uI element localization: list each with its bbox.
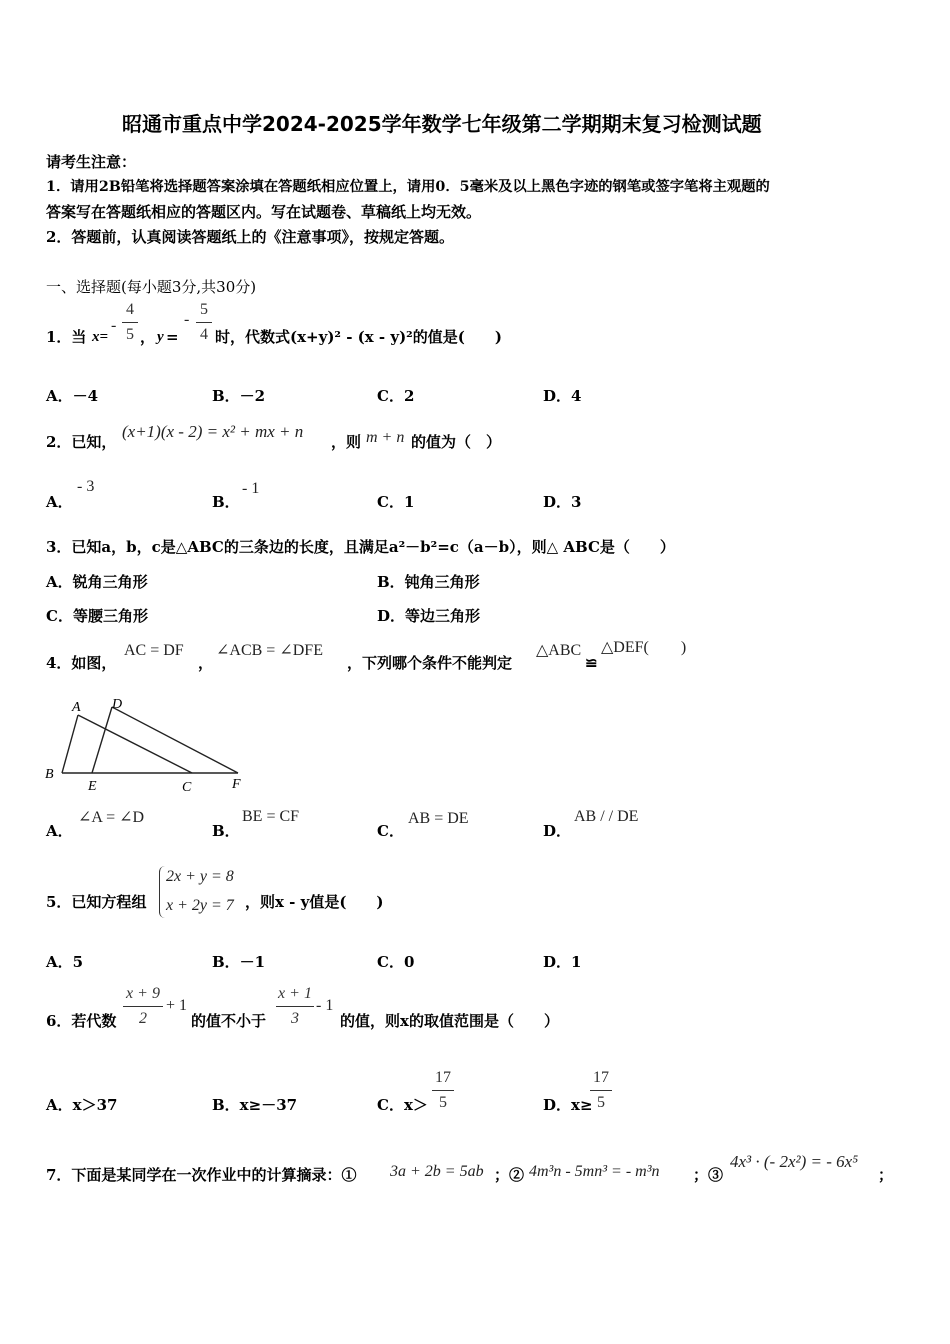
q7-prefix: 7．下面是某同学在一次作业中的计算摘录：① [46,1166,357,1184]
notice-line-2: 答案写在答题纸相应的答题区内。写在试题卷、草稿纸上均无效。 [46,203,482,221]
q6-f1-num: x + 9 [126,985,160,1002]
figure-label-e: E [88,779,97,794]
q3-option-b: B．钝角三角形 [377,573,480,591]
q2-option-c: C．1 [377,493,415,511]
notice-line-1: 1．请用2B铅笔将选择题答案涂填在答题纸相应位置上，请用0．5毫米及以上黑色字迹的钢笔或签字笔将主观题的 [46,179,770,195]
q2-prefix: 2．已知， [46,433,117,451]
q1-suffix: 时，代数式(x+y)² - (x - y)²的值是( ) [215,328,502,346]
q6-c-den: 5 [439,1094,447,1111]
q6-f1-tail: + 1 [166,997,188,1014]
q6-mid: 的值不小于 [191,1012,267,1030]
q1-prefix: 1．当 [46,328,87,346]
q6-option-d-fraction [590,1068,612,1113]
q5-suffix: ，则x - y值是( ) [245,893,384,911]
q1-y-den: 4 [200,326,208,343]
q1-x-num: 4 [126,301,134,318]
q5-brace [159,866,165,918]
q6-f2-num: x + 1 [278,985,312,1002]
q5-prefix: 5．已知方程组 [46,893,147,911]
q3-option-d: D．等边三角形 [377,607,481,625]
q6-fraction-2 [276,984,314,1029]
q4-triangle-2: △DEF( ) [601,639,687,656]
q6-d-den: 5 [597,1094,605,1111]
q2-option-b-label: B． [212,493,240,511]
figure-label-d: D [112,697,123,712]
q6-c-num: 17 [435,1069,451,1086]
q6-option-c-fraction [432,1068,454,1113]
q6-option-c-label: C．x＞ [377,1096,428,1114]
q5-equation-2: x + 2y = 7 [166,897,234,914]
page-title: 昭通市重点中学2024-2025学年数学七年级第二学期期末复习检测试题 [122,112,762,136]
q2-option-a-value: - 3 [77,478,95,495]
q4-option-a-label: A． [46,822,73,840]
q4-option-d-label: D． [543,822,572,840]
q1-x-den: 5 [126,326,134,343]
q3-option-c: C．等腰三角形 [46,607,148,625]
q1-x-fraction [122,300,138,345]
q2-option-a-label: A． [46,493,73,511]
q1-option-c: C．2 [377,387,415,405]
q7-separator-2: ；③ [693,1166,724,1184]
q5-equation-1: 2x + y = 8 [166,868,234,885]
q4-triangle-1: △ABC [536,642,582,659]
figure-label-b: B [45,767,54,782]
section-heading: 一、选择题(每小题3分,共30分) [46,278,257,296]
q4-prefix: 4．如图， [46,654,117,672]
q2-suffix: 的值为（ ） [411,433,502,451]
q7-expression-3: 4x³ · (- 2x²) = - 6x⁵ [730,1152,859,1171]
figure-label-a: A [72,700,81,715]
q1-option-a: A．－4 [46,387,99,405]
figure-label-c: C [182,780,192,795]
figure-label-f: F [232,777,241,792]
q1-comma: ， [140,328,156,346]
q1-y-sign: - [184,311,190,328]
q2-expression: (x+1)(x - 2) = x² + mx + n [122,422,304,441]
q1-x-label: x= [92,329,109,345]
q6-option-b: B．x≥－37 [212,1096,298,1114]
q1-y-num: 5 [200,301,208,318]
q5-option-b: B．－1 [212,953,266,971]
q3-option-a: A．锐角三角形 [46,573,148,591]
q7-separator-1: ；② [494,1166,525,1184]
q6-prefix: 6．若代数 [46,1012,117,1030]
q1-y-fraction [196,300,212,345]
q6-f2-den: 3 [291,1010,299,1027]
q1-y-label: y [157,329,164,345]
q4-option-b-value: BE = CF [242,808,300,825]
q2-option-b-value: - 1 [242,480,260,497]
q4-condition-2: ∠ACB = ∠DFE [216,642,323,659]
q6-f2-tail: - 1 [316,997,334,1014]
q2-mid: ，则 [331,433,362,451]
q4-mid: ，下列哪个条件不能判定 [347,654,513,672]
q1-option-b: B．－2 [212,387,266,405]
q4-congruent: ≌ [585,654,598,672]
q4-option-d-value: AB / / DE [574,808,639,825]
q2-option-d: D．3 [543,493,582,511]
notice-line-3: 2．答题前，认真阅读答题纸上的《注意事项》，按规定答题。 [46,228,454,246]
q4-triangle-figure [40,690,255,800]
q1-y-eq: = [166,328,179,346]
q6-option-a: A．x＞37 [46,1096,118,1114]
notice-heading: 请考生注意： [46,153,137,171]
q3-stem: 3．已知a，b，c是△ABC的三条边的长度，且满足a²－b²=c（a－b），则△ ABC是（ ） [46,538,675,556]
q6-d-num: 17 [593,1069,609,1086]
q6-f1-den: 2 [139,1010,147,1027]
q5-option-a: A．5 [46,953,84,971]
q6-suffix: 的值，则x的取值范围是（ ） [340,1012,559,1030]
q4-option-c-value: AB = DE [408,810,469,827]
q4-option-a-value: ∠A = ∠D [78,809,145,826]
q4-condition-1: AC = DF [124,642,184,659]
q2-expression-2: m + n [366,429,405,446]
q7-expression-2: 4m³n - 5mn³ = - m³n [529,1163,660,1180]
q6-fraction-1 [123,984,163,1029]
q7-separator-3: ； [878,1166,894,1184]
q1-x-sign: - [111,317,117,334]
q4-option-c-label: C． [377,822,404,840]
q5-option-c: C．0 [377,953,415,971]
q4-comma: ， [198,654,214,672]
q7-expression-1: 3a + 2b = 5ab [390,1163,484,1180]
q1-option-d: D．4 [543,387,582,405]
q6-option-d-label: D．x≥ [543,1096,593,1114]
q4-option-b-label: B． [212,822,240,840]
q5-option-d: D．1 [543,953,582,971]
